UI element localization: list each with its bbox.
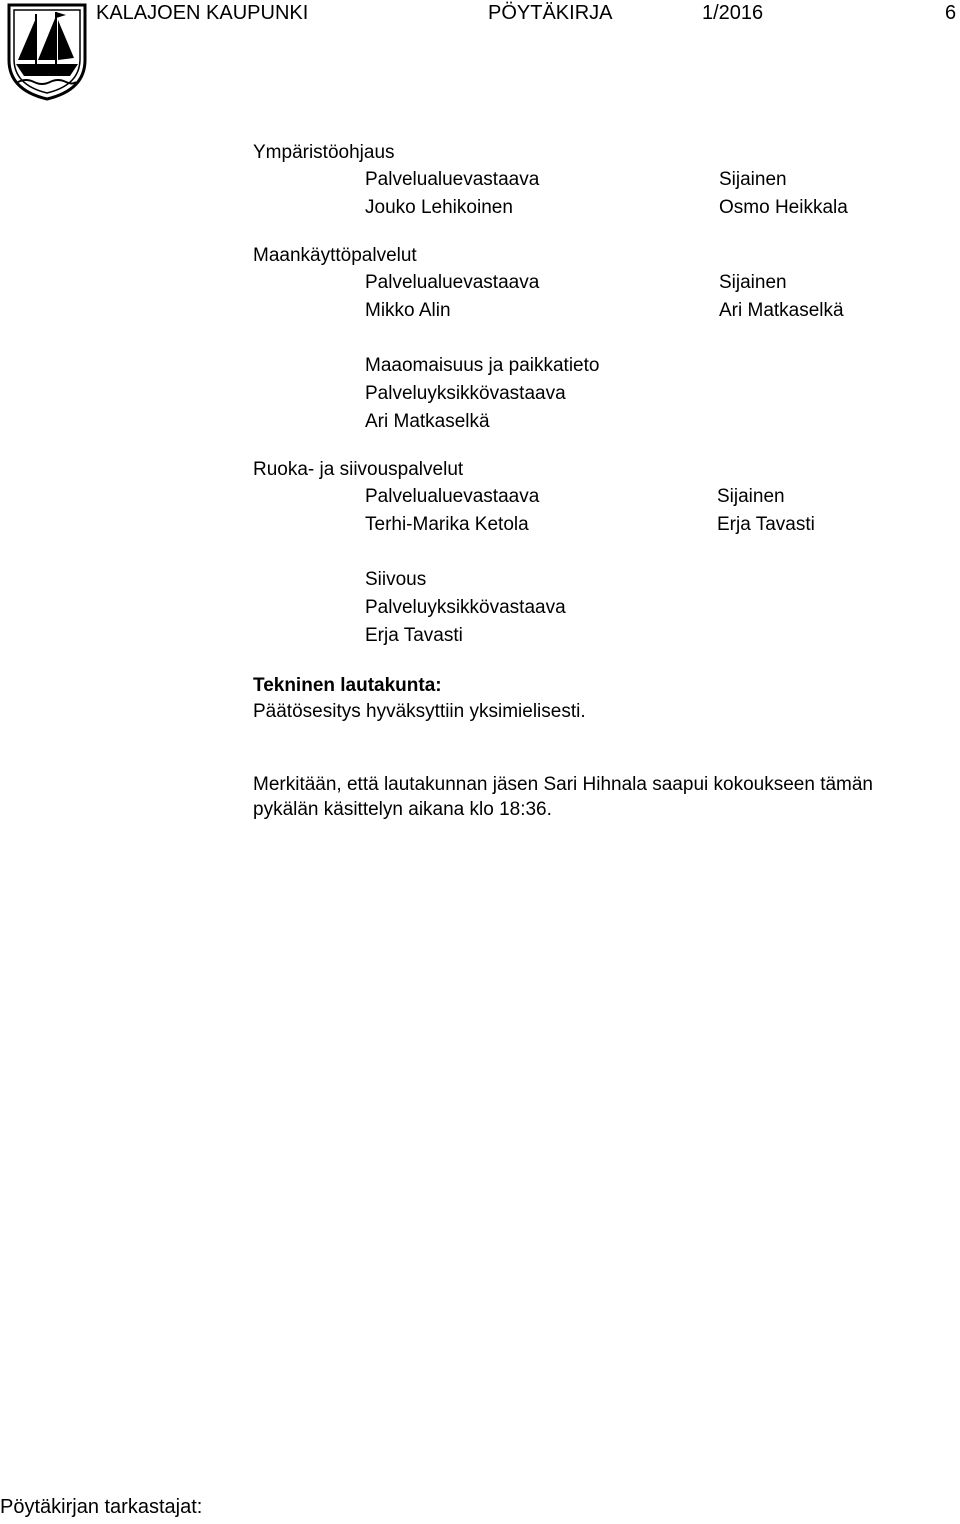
decision-heading: Tekninen lautakunta: bbox=[253, 675, 442, 696]
section-person: Mikko Alin bbox=[365, 300, 451, 321]
section-deputy: Ari Matkaselkä bbox=[719, 300, 844, 321]
section-deputy-label: Sijainen bbox=[719, 169, 787, 190]
section-deputy-label: Sijainen bbox=[717, 486, 785, 507]
section-person: Ari Matkaselkä bbox=[365, 411, 490, 432]
note-line-1: Merkitään, että lautakunnan jäsen Sari Hihnala saapui kokoukseen tämän bbox=[253, 774, 873, 795]
footer-reviewers-label: Pöytäkirjan tarkastajat: bbox=[0, 1496, 203, 1518]
header-organization: KALAJOEN KAUPUNKI bbox=[96, 2, 309, 24]
section-role: Palvelualuevastaava bbox=[365, 486, 540, 507]
section-role: Palvelualuevastaava bbox=[365, 272, 540, 293]
header-page-number: 6 bbox=[945, 2, 957, 24]
section-role: Palvelualuevastaava bbox=[365, 169, 540, 190]
section-role: Palveluyksikkövastaava bbox=[365, 597, 566, 618]
note-line-2: pykälän käsittelyn aikana klo 18:36. bbox=[253, 799, 552, 820]
section-unit: Ympäristöohjaus bbox=[253, 142, 395, 163]
section-person: Jouko Lehikoinen bbox=[365, 197, 513, 218]
section-role: Palveluyksikkövastaava bbox=[365, 383, 566, 404]
section-unit: Ruoka- ja siivouspalvelut bbox=[253, 459, 464, 480]
section-person: Terhi-Marika Ketola bbox=[365, 514, 529, 535]
section-unit: Siivous bbox=[365, 569, 427, 590]
section-unit: Maankäyttöpalvelut bbox=[253, 245, 417, 266]
section-unit: Maaomaisuus ja paikkatieto bbox=[365, 355, 600, 376]
section-deputy-label: Sijainen bbox=[719, 272, 787, 293]
decision-text: Päätösesitys hyväksyttiin yksimielisesti. bbox=[253, 701, 586, 722]
section-person: Erja Tavasti bbox=[365, 625, 463, 646]
header-document-type: PÖYTÄKIRJA bbox=[488, 2, 613, 24]
header-document-number: 1/2016 bbox=[702, 2, 764, 24]
kalajoki-coat-of-arms-logo bbox=[6, 2, 88, 102]
section-deputy: Erja Tavasti bbox=[717, 514, 815, 535]
section-deputy: Osmo Heikkala bbox=[719, 197, 848, 218]
